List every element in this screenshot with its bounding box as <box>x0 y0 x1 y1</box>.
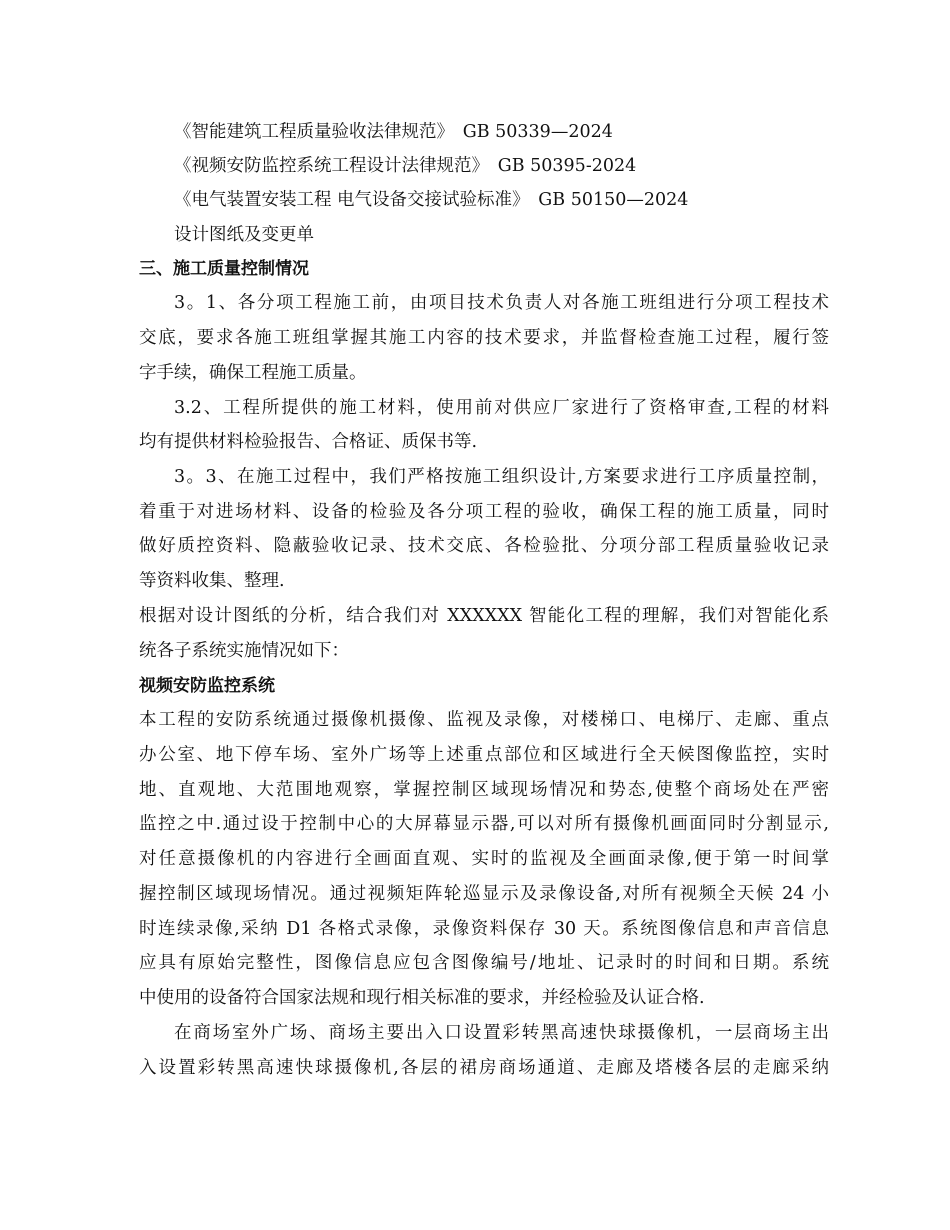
paragraph-line: 应具有原始完整性，图像信息应包含图像编号/地址、记录时的时间和日期。系统 <box>139 953 829 973</box>
paragraph-line: 本工程的安防系统通过摄像机摄像、监视及录像，对楼梯口、电梯厅、走廊、重点 <box>139 710 829 730</box>
standard-gb50395: 《视频安防监控系统工程设计法律规范》 GB 50395-2024 <box>174 156 637 176</box>
paragraph-line: 对任意摄像机的内容进行全画面直观、实时的监视及全画面录像,便于第一时间掌 <box>139 849 829 869</box>
design-drawings-line: 设计图纸及变更单 <box>174 225 314 245</box>
paragraph-line: 时连续录像,采纳 D1 各格式录像，录像资料保存 30 天。系统图像信息和声音信息 <box>139 919 829 939</box>
section-3-heading: 三、施工质量控制情况 <box>139 259 309 279</box>
paragraph-line: 中使用的设备符合国家法规和现行相关标准的要求，并经检验及认证合格. <box>139 988 705 1008</box>
paragraph-line: 地、直观地、大范围地观察，掌握控制区域现场情况和势态,使整个商场处在严密 <box>139 780 829 800</box>
paragraph-line: 3.2、工程所提供的施工材料，使用前对供应厂家进行了资格审查,工程的材料 <box>174 398 829 418</box>
standard-gb50150: 《电气装置安装工程 电气设备交接试验标准》 GB 50150—2024 <box>174 190 689 210</box>
paragraph-line: 字手续，确保工程施工质量。 <box>139 363 367 383</box>
paragraph-line: 做好质控资料、隐蔽验收记录、技术交底、各检验批、分项分部工程质量验收记录 <box>139 536 829 556</box>
paragraph-line: 3。1、各分项工程施工前，由项目技术负责人对各施工班组进行分项工程技术 <box>174 293 829 313</box>
paragraph-line: 着重于对进场材料、设备的检验及各分项工程的验收，确保工程的施工质量，同时 <box>139 502 829 522</box>
paragraph-line: 根据对设计图纸的分析，结合我们对 XXXXXX 智能化工程的理解，我们对智能化系 <box>139 606 829 626</box>
paragraph-line: 统各子系统实施情况如下： <box>139 641 349 661</box>
paragraph-line: 3。3、在施工过程中，我们严格按施工组织设计,方案要求进行工序质量控制， <box>174 467 829 487</box>
paragraph-line: 等资料收集、整理. <box>139 571 285 591</box>
paragraph-line: 办公室、地下停车场、室外广场等上述重点部位和区域进行全天候图像监控，实时 <box>139 745 829 765</box>
paragraph-line: 均有提供材料检验报告、合格证、质保书等. <box>139 432 478 452</box>
paragraph-line: 监控之中.通过设于控制中心的大屏幕显示器,可以对所有摄像机画面同时分割显示, <box>139 814 829 834</box>
paragraph-line: 交底，要求各施工班组掌握其施工内容的技术要求，并监督检查施工过程，履行签 <box>139 328 829 348</box>
standard-gb50339: 《智能建筑工程质量验收法律规范》 GB 50339—2024 <box>174 122 613 142</box>
paragraph-line: 握控制区域现场情况。通过视频矩阵轮巡显示及录像设备,对所有视频全天候 24 小 <box>139 884 829 904</box>
paragraph-line: 在商场室外广场、商场主要出入口设置彩转黑高速快球摄像机，一层商场主出 <box>174 1023 829 1043</box>
paragraph-line: 入设置彩转黑高速快球摄像机,各层的裙房商场通道、走廊及塔楼各层的走廊采纳 <box>139 1058 829 1078</box>
video-system-heading: 视频安防监控系统 <box>139 676 275 696</box>
